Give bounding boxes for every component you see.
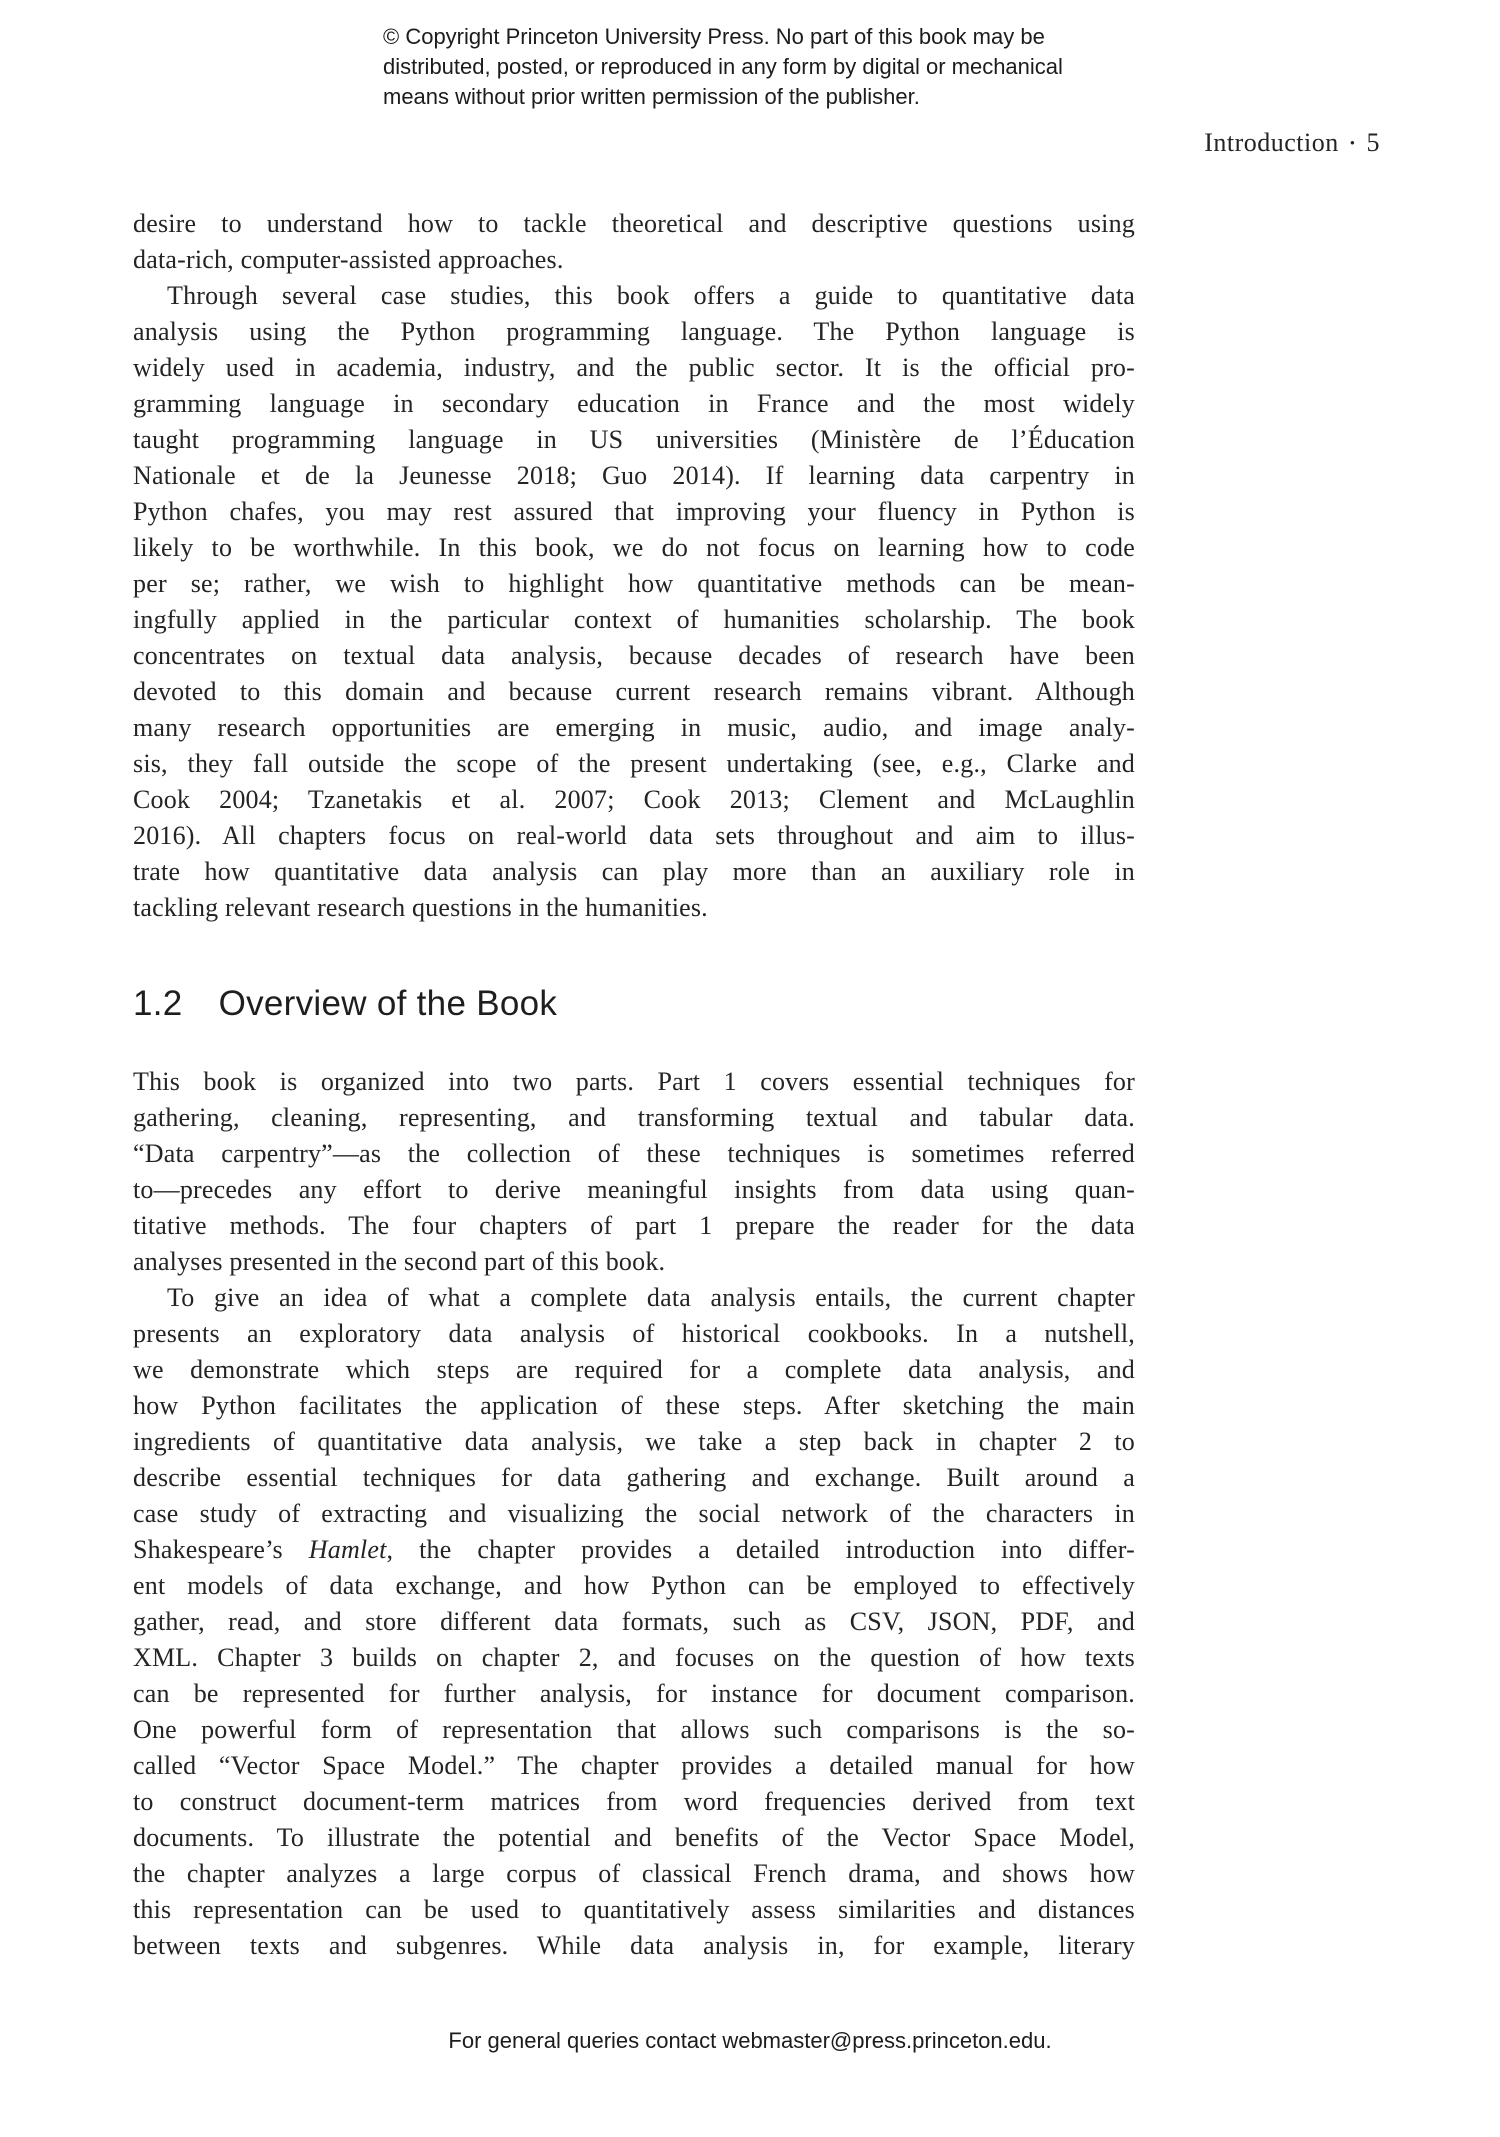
- body-text-line: Python chafes, you may rest assured that improving your fluency in Python is: [133, 497, 1135, 526]
- body-text-line: we demonstrate which steps are required for a complete data analysis, and: [133, 1355, 1135, 1384]
- body-text-line: how Python facilitates the application of these steps. After sketching the main: [133, 1391, 1135, 1420]
- running-head: [1000, 128, 1380, 158]
- body-text-line: between texts and subgenres. While data analysis in, for example, literary: [133, 1931, 1135, 1960]
- body-text-line: titative methods. The four chapters of part 1 prepare the reader for the data: [133, 1211, 1135, 1240]
- body-text-line: called “Vector Space Model.” The chapter provides a detailed manual for how: [133, 1751, 1135, 1780]
- body-text-line: To give an idea of what a complete data analysis entails, the current chapter: [167, 1283, 1135, 1312]
- copyright-line-1: © Copyright Princeton University Press. No part of this book may be: [383, 24, 1045, 49]
- section-title: Overview of the Book: [218, 984, 558, 1023]
- body-text-line: likely to be worthwhile. In this book, we do not focus on learning how to code: [133, 533, 1135, 562]
- body-text-line: This book is organized into two parts. Part 1 covers essential techniques for: [133, 1067, 1135, 1096]
- page-number: 5: [1366, 128, 1380, 157]
- body-text-line: analyses presented in the second part of this book.: [133, 1247, 666, 1276]
- body-text-line: tackling relevant research questions in the humanities.: [133, 893, 708, 922]
- body-text-line: this representation can be used to quantitatively assess similarities and distances: [133, 1895, 1135, 1924]
- body-text-line: gramming language in secondary education in France and the most widely: [133, 389, 1135, 418]
- footer-queries-note: For general queries contact webmaster@press.princeton.edu.: [448, 2028, 1052, 2053]
- body-text-line: case study of extracting and visualizing the social network of the characters in: [133, 1499, 1135, 1528]
- running-head-section: Introduction: [1204, 128, 1339, 157]
- body-text-block-1: [133, 206, 1135, 926]
- body-text-line: gather, read, and store different data formats, such as CSV, JSON, PDF, and: [133, 1607, 1135, 1636]
- body-text-line: many research opportunities are emerging in music, audio, and image analy-: [133, 713, 1135, 742]
- body-text-line: devoted to this domain and because current research remains vibrant. Although: [133, 677, 1135, 706]
- copyright-line-3: means without prior written permission of the publisher.: [383, 84, 920, 109]
- section-number: 1.2: [133, 984, 183, 1023]
- body-text-line: describe essential techniques for data gathering and exchange. Built around a: [133, 1463, 1135, 1492]
- body-text-line: trate how quantitative data analysis can play more than an auxiliary role in: [133, 857, 1135, 886]
- bullet-separator-icon: •: [1349, 136, 1356, 152]
- body-text-line: 2016). All chapters focus on real-world data sets throughout and aim to illus-: [133, 821, 1135, 850]
- body-text-line: presents an exploratory data analysis of historical cookbooks. In a nutshell,: [133, 1319, 1135, 1348]
- body-text-line: Shakespeare’s Hamlet, the chapter provides a detailed introduction into differ-: [133, 1535, 1135, 1564]
- body-text-line: ent models of data exchange, and how Python can be employed to effectively: [133, 1571, 1135, 1600]
- body-text-line: sis, they fall outside the scope of the present undertaking (see, e.g., Clarke and: [133, 749, 1135, 778]
- body-text-line: widely used in academia, industry, and the public sector. It is the official pro-: [133, 353, 1135, 382]
- body-text-line: taught programming language in US universities (Ministère de l’Éducation: [133, 425, 1135, 454]
- body-text-line: One powerful form of representation that allows such comparisons is the so-: [133, 1715, 1135, 1744]
- body-text-line: to—precedes any effort to derive meaningful insights from data using quan-: [133, 1175, 1135, 1204]
- body-text-line: can be represented for further analysis, for instance for document comparison.: [133, 1679, 1135, 1708]
- body-text-line: ingredients of quantitative data analysis, we take a step back in chapter 2 to: [133, 1427, 1135, 1456]
- body-text-line: data-rich, computer-assisted approaches.: [133, 245, 564, 274]
- body-text-block-2: [133, 1064, 1135, 1964]
- body-text-line: Cook 2004; Tzanetakis et al. 2007; Cook 2013; Clement and McLaughlin: [133, 785, 1135, 814]
- body-text-line: ingfully applied in the particular context of humanities scholarship. The book: [133, 605, 1135, 634]
- body-text-line: concentrates on textual data analysis, because decades of research have been: [133, 641, 1135, 670]
- body-text-line: Nationale et de la Jeunesse 2018; Guo 2014). If learning data carpentry in: [133, 461, 1135, 490]
- body-text-line: gathering, cleaning, representing, and transforming textual and tabular data.: [133, 1103, 1135, 1132]
- body-text-line: XML. Chapter 3 builds on chapter 2, and focuses on the question of how texts: [133, 1643, 1135, 1672]
- copyright-notice: [383, 22, 1143, 112]
- body-text-line: documents. To illustrate the potential and benefits of the Vector Space Model,: [133, 1823, 1135, 1852]
- copyright-line-2: distributed, posted, or reproduced in any form by digital or mechanical: [383, 54, 1063, 79]
- body-text-line: Through several case studies, this book offers a guide to quantitative data: [167, 281, 1135, 310]
- body-text-line: the chapter analyzes a large corpus of classical French drama, and shows how: [133, 1859, 1135, 1888]
- body-text-line: to construct document-term matrices from word frequencies derived from text: [133, 1787, 1135, 1816]
- body-text-line: “Data carpentry”—as the collection of these techniques is sometimes referred: [133, 1139, 1135, 1168]
- body-text-line: desire to understand how to tackle theoretical and descriptive questions using: [133, 209, 1135, 238]
- body-text-line: per se; rather, we wish to highlight how quantitative methods can be mean-: [133, 569, 1135, 598]
- body-text-line: analysis using the Python programming language. The Python language is: [133, 317, 1135, 346]
- section-heading: [133, 984, 557, 1024]
